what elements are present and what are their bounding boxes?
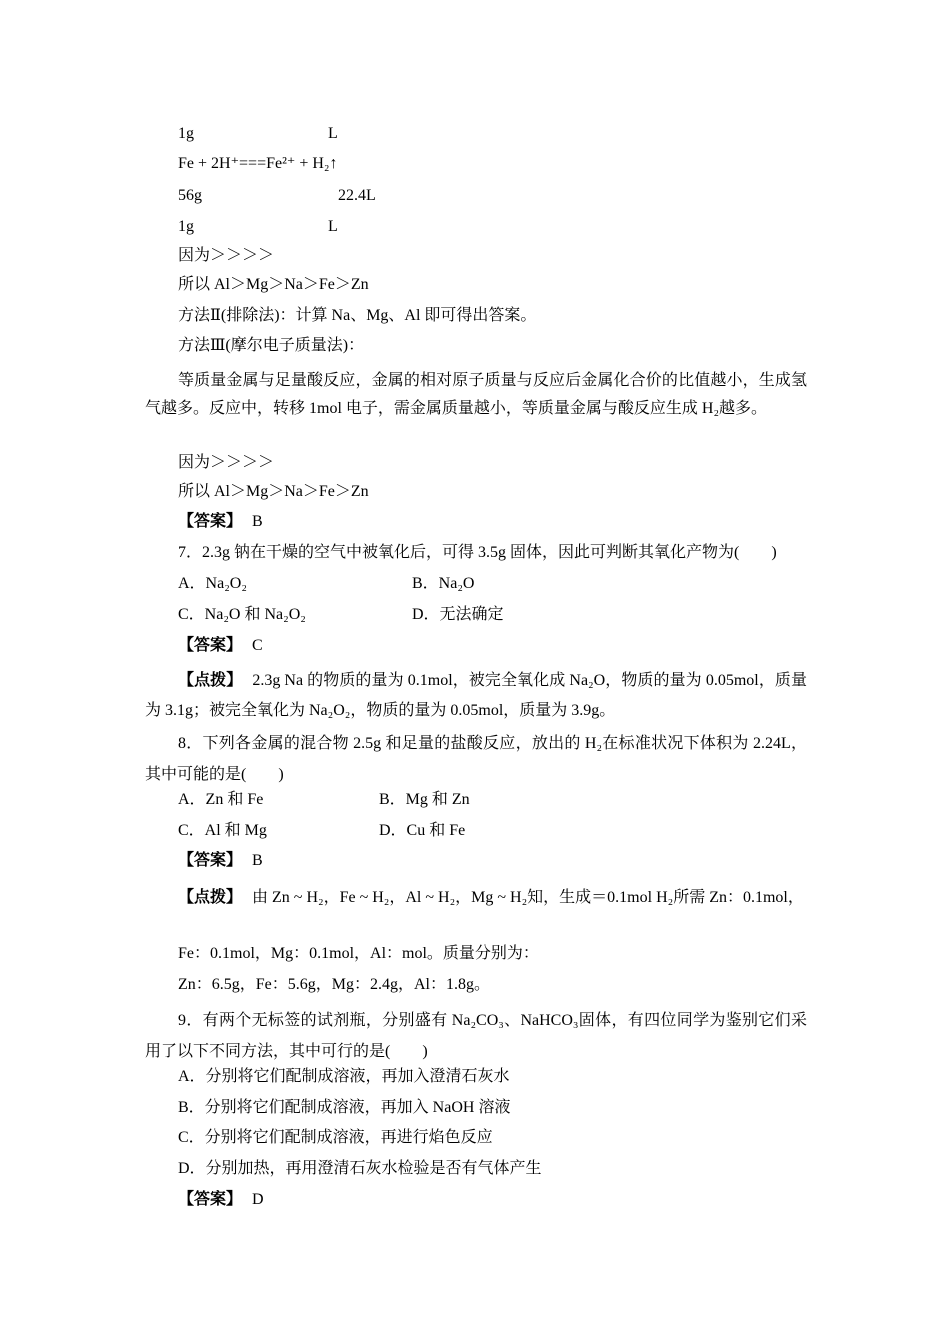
method-3-line: 方法Ⅲ(摩尔电子质量法)： bbox=[178, 337, 365, 354]
q9-option-d: D．分别加热，再用澄清石灰水检验是否有气体产生 bbox=[178, 1160, 542, 1177]
q9-option-c: C．分别将它们配制成溶液，再进行焰色反应 bbox=[178, 1129, 493, 1146]
question-9-stem: 9．有两个无标签的试剂瓶，分别盛有 Na₂CO₃、NaHCO₃固体，有四位同学为鉴别它们采用了以下不同方法，其中可行的是( ) bbox=[145, 1012, 807, 1060]
answer-value: B bbox=[252, 513, 263, 530]
because-line: 因为＞＞＞＞ bbox=[178, 247, 275, 264]
question-8-stem: 8．下列各金属的混合物 2.5g 和足量的盐酸反应，放出的 H₂在标准状况下体积为 2.24L，其中可能的是( ) bbox=[145, 735, 807, 783]
q8-hint-line-3: Zn：6.5g，Fe：5.6g，Mg：2.4g，Al：1.8g。 bbox=[178, 976, 491, 993]
q7-option-b: B．Na₂O bbox=[412, 575, 475, 592]
q7-hint bbox=[145, 666, 807, 726]
answer-row bbox=[178, 636, 263, 656]
equation-fe: Fe + 2H⁺===Fe²⁺ + H₂↑ bbox=[178, 155, 338, 172]
answer-label: 【答案】 bbox=[178, 852, 243, 869]
method-2-line: 方法Ⅱ(排除法)：计算 Na、Mg、Al 即可得出答案。 bbox=[178, 307, 537, 324]
answer-label: 【答案】 bbox=[178, 637, 243, 654]
question-7-stem: 7．2.3g 钠在干燥的空气中被氧化后，可得 3.5g 固体，因此可判断其氧化产物为( ) bbox=[178, 544, 777, 561]
calc-line-volume: L bbox=[328, 218, 338, 235]
calc-line-mass: 1g bbox=[178, 125, 194, 142]
hint-label: 【点拨】 bbox=[178, 672, 243, 689]
calc-line-mass: 56g bbox=[178, 187, 202, 204]
answer-label: 【答案】 bbox=[178, 513, 243, 530]
answer-value: D bbox=[252, 1191, 264, 1208]
therefore-line: 所以 Al＞Mg＞Na＞Fe＞Zn bbox=[178, 276, 369, 293]
calc-line-volume: L bbox=[328, 125, 338, 142]
answer-value: C bbox=[252, 637, 263, 654]
q8-option-a: A．Zn 和 Fe bbox=[178, 791, 264, 808]
answer-row bbox=[178, 512, 263, 532]
q7-option-a: A．Na₂O₂ bbox=[178, 575, 247, 592]
q7-option-d: D．无法确定 bbox=[412, 606, 504, 623]
q9-option-b: B．分别将它们配制成溶液，再加入 NaOH 溶液 bbox=[178, 1099, 511, 1116]
answer-row bbox=[178, 1190, 264, 1210]
q9-option-a: A．分别将它们配制成溶液，再加入澄清石灰水 bbox=[178, 1068, 510, 1085]
q8-hint-line-2: Fe：0.1mol，Mg：0.1mol，Al：mol。质量分别为： bbox=[178, 945, 539, 962]
therefore-line: 所以 Al＞Mg＞Na＞Fe＞Zn bbox=[178, 483, 369, 500]
q7-option-c: C．Na₂O 和 Na₂O₂ bbox=[178, 606, 306, 623]
hint-text: 由 Zn ~ H₂，Fe ~ H₂，Al ~ H₂，Mg ~ H₂知，生成＝0.1mol H₂所需 Zn：0.1mol， bbox=[252, 889, 804, 906]
q8-option-c: C．Al 和 Mg bbox=[178, 822, 267, 839]
answer-row bbox=[178, 851, 263, 871]
q8-option-b: B．Mg 和 Zn bbox=[379, 791, 470, 808]
hint-text: 2.3g Na 的物质的量为 0.1mol，被完全氧化成 Na₂O，物质的量为 0.05mol，质量为 3.1g；被完全氧化为 Na₂O₂，物质的量为 0.05mol，质量为 3.9g。 bbox=[145, 672, 807, 719]
answer-value: B bbox=[252, 852, 263, 869]
method-3-paragraph: 等质量金属与足量酸反应，金属的相对原子质量与反应后金属化合价的比值越小，生成氢气越多。反应中，转移 1mol 电子，需金属质量越小，等质量金属与酸反应生成 H₂越多。 bbox=[145, 372, 807, 417]
calc-line-volume: 22.4L bbox=[338, 187, 376, 204]
q8-option-d: D．Cu 和 Fe bbox=[379, 822, 466, 839]
answer-label: 【答案】 bbox=[178, 1191, 243, 1208]
calc-line-mass: 1g bbox=[178, 218, 194, 235]
q8-hint bbox=[145, 882, 807, 913]
because-line: 因为＞＞＞＞ bbox=[178, 454, 275, 471]
hint-label: 【点拨】 bbox=[178, 889, 243, 906]
